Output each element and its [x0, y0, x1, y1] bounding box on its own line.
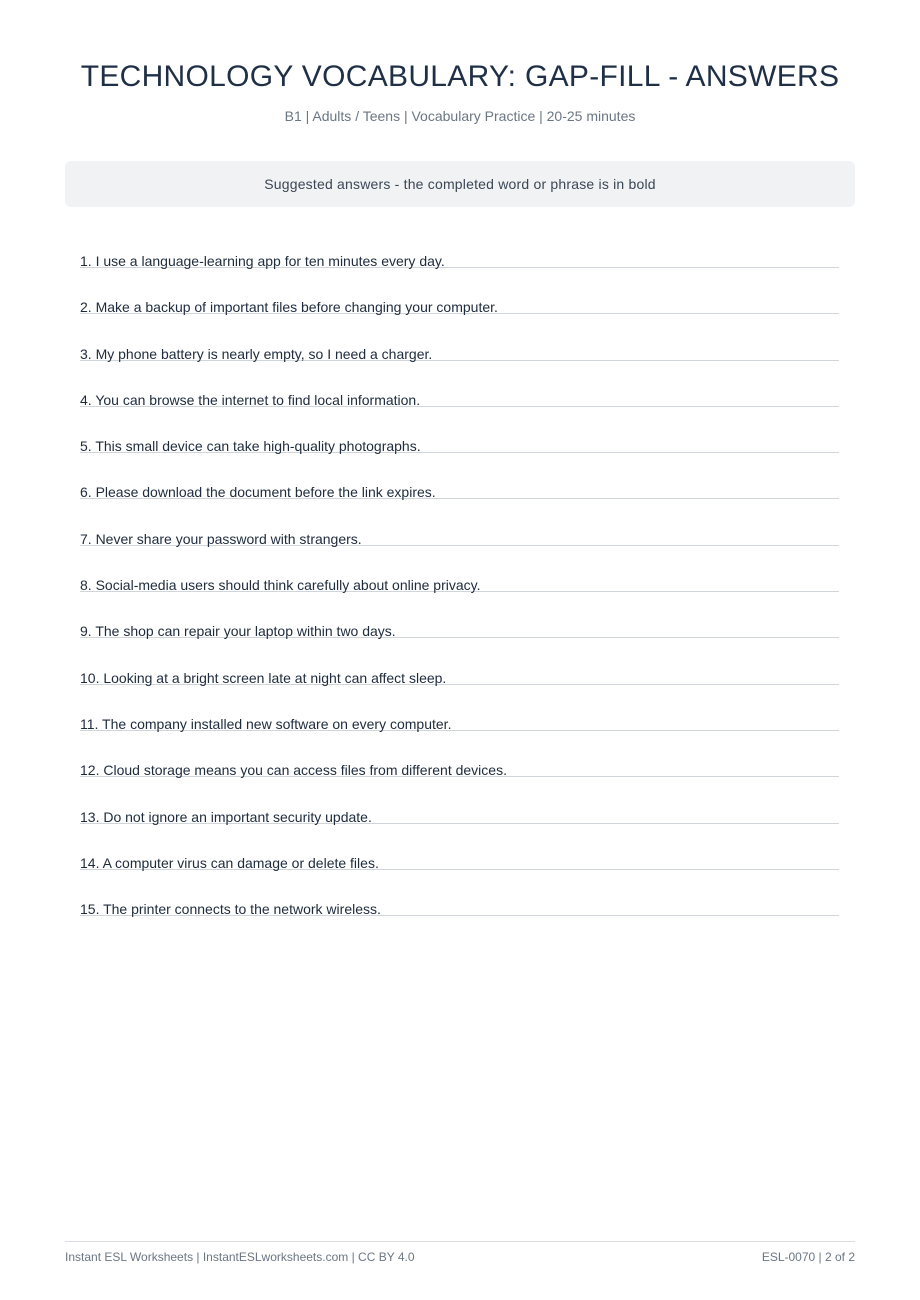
answer-item: [80, 294, 839, 340]
answer-text: 9. The shop can repair your laptop within two days.: [80, 623, 396, 640]
answer-item: [80, 433, 839, 479]
footer-divider: [65, 1241, 855, 1242]
instructions-text: Suggested answers - the completed word or phrase is in bold: [264, 176, 656, 192]
answer-list: [80, 248, 839, 942]
answer-item: [80, 850, 839, 896]
answer-item: [80, 804, 839, 850]
answer-text: 2. Make a backup of important files before changing your computer.: [80, 299, 498, 316]
answer-item: [80, 526, 839, 572]
answer-item: [80, 479, 839, 525]
answer-item: [80, 572, 839, 618]
answer-item: [80, 248, 839, 294]
answer-text: 1. I use a language-learning app for ten minutes every day.: [80, 253, 445, 269]
footer-credits: Instant ESL Worksheets | InstantESLworksheets.com | CC BY 4.0: [65, 1250, 415, 1264]
answer-item: [80, 387, 839, 433]
answer-text: 8. Social-media users should think carefully about online privacy.: [80, 577, 481, 594]
answer-item: [80, 757, 839, 803]
answer-text: 4. You can browse the internet to find local information.: [80, 391, 421, 408]
answer-text: 14. A computer virus can damage or delete files.: [80, 854, 379, 871]
answer-text: 13. Do not ignore an important security update.: [80, 808, 372, 825]
answer-text: 7. Never share your password with strangers.: [80, 530, 362, 547]
answer-text: 6. Please download the document before the link expires.: [80, 484, 436, 501]
answer-item: [80, 711, 839, 757]
answer-text: 10. Looking at a bright screen late at night can affect sleep.: [80, 669, 447, 686]
answer-text: 11. The company installed new software on every computer.: [80, 715, 452, 732]
page-subtitle: B1 | Adults / Teens | Vocabulary Practice | 20-25 minutes: [284, 108, 636, 124]
answer-item: [80, 341, 839, 387]
answer-text: 15. The printer connects to the network wireless.: [80, 901, 381, 918]
instructions-box: [65, 161, 855, 207]
footer-page-number: ESL-0070 | 2 of 2: [761, 1250, 855, 1264]
answer-item: [80, 618, 839, 664]
answer-text: 12. Cloud storage means you can access files from different devices.: [80, 762, 507, 779]
answer-text: 3. My phone battery is nearly empty, so I need a charger.: [80, 345, 433, 362]
answer-text: 5. This small device can take high-quality photographs.: [80, 438, 421, 455]
page-title: TECHNOLOGY VOCABULARY: GAP-FILL - ANSWERS: [80, 60, 840, 93]
answer-item: [80, 896, 839, 942]
answer-item: [80, 665, 839, 711]
